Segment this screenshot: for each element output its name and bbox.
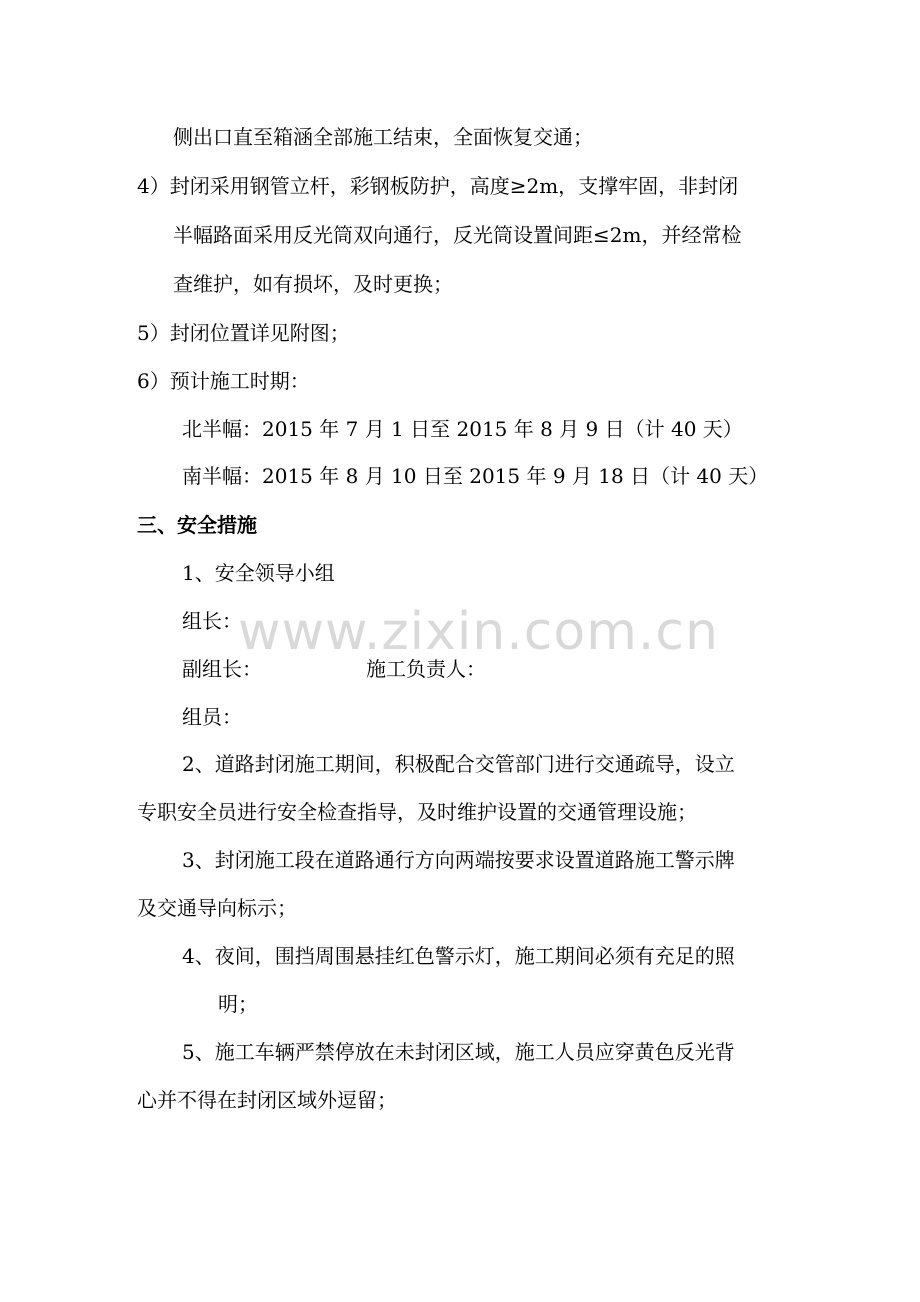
section-heading: 三、安全措施 [137,513,257,537]
text-line: 北半幅：2015 年 7 月 1 日至 2015 年 8 月 9 日（计 40 天） [182,417,743,441]
text-line: 半幅路面采用反光筒双向通行，反光筒设置间距≤2m，并经常检 [173,223,742,247]
text-line: 及交通导向标示； [137,896,297,920]
text-line: 4、夜间，围挡周围悬挂红色警示灯，施工期间必须有充足的照 [182,944,735,968]
text-line: 专职安全员进行安全检查指导，及时维护设置的交通管理设施； [137,800,697,824]
text-line: 6）预计施工时期： [137,369,310,393]
watermark: www.zixin.com.cn [238,602,719,662]
text-line: 明； [218,992,258,1016]
text-line: 5、施工车辆严禁停放在未封闭区域，施工人员应穿黄色反光背 [182,1040,735,1064]
text-line: 南半幅：2015 年 8 月 10 日至 2015 年 9 月 18 日（计 40 天） [182,464,769,488]
text-line: 5）封闭位置详见附图； [137,321,350,345]
text-line: 组长： [182,609,242,633]
text-line: 心并不得在封闭区域外逗留； [137,1088,397,1112]
text-line: 1、安全领导小组 [182,561,335,585]
text-line: 组员： [182,705,242,729]
text-line: 2、道路封闭施工期间，积极配合交管部门进行交通疏导，设立 [182,752,735,776]
text-line: 查维护，如有损坏，及时更换； [173,272,453,296]
text-line: 4）封闭采用钢管立杆，彩钢板防护，高度≥2m，支撑牢固，非封闭 [137,174,739,198]
text-line: 侧出口直至箱涵全部施工结束，全面恢复交通； [173,125,593,149]
text-line: 施工负责人： [366,657,486,681]
text-line: 副组长： [182,657,262,681]
text-line: 3、封闭施工段在道路通行方向两端按要求设置道路施工警示牌 [182,848,735,872]
